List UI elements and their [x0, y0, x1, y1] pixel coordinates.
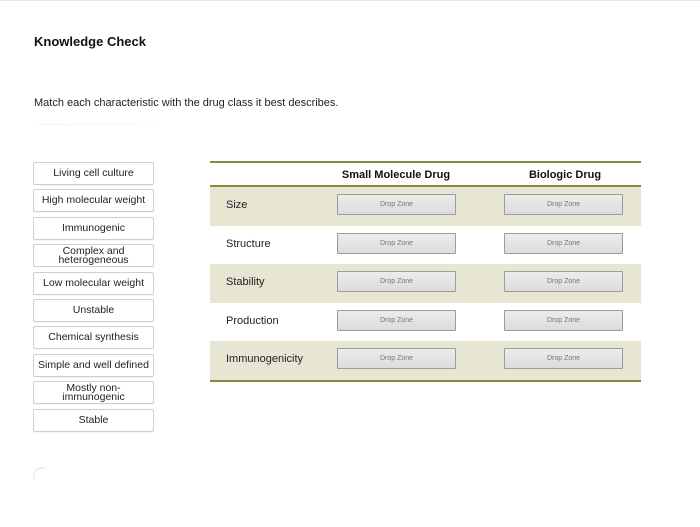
drag-item-low-molecular-weight[interactable]: Low molecular weight	[33, 272, 154, 295]
table-row-production	[210, 303, 641, 342]
drop-zone-stability-biologic[interactable]: Drop Zone	[504, 271, 623, 292]
table-row-size	[210, 187, 641, 226]
loading-arc-icon	[33, 467, 45, 479]
top-divider	[0, 0, 700, 1]
drop-zone-production-small-molecule[interactable]: Drop Zone	[337, 310, 456, 331]
instructions-text: Match each characteristic with the drug class it best describes.	[34, 97, 339, 109]
matching-table	[210, 161, 641, 382]
drag-item-unstable[interactable]: Unstable	[33, 299, 154, 322]
table-row-stability	[210, 264, 641, 303]
drag-item-high-molecular-weight[interactable]: High molecular weight	[33, 189, 154, 212]
table-row-immunogenicity	[210, 341, 641, 380]
table-header	[210, 163, 641, 187]
drag-item-living-cell-culture[interactable]: Living cell culture	[33, 162, 154, 185]
drag-item-stable[interactable]: Stable	[33, 409, 154, 432]
drag-item-mostly-non-immunogenic[interactable]: Mostly non-immunogenic	[33, 381, 154, 404]
draggable-items-list	[33, 162, 154, 436]
drag-item-complex-and-heterogeneous[interactable]: Complex and heterogeneous	[33, 244, 154, 267]
drag-item-chemical-synthesis[interactable]: Chemical synthesis	[33, 326, 154, 349]
column-header-biologic-drug: Biologic Drug	[528, 169, 602, 181]
table-row-structure	[210, 226, 641, 265]
column-header-small-molecule-drug: Small Molecule Drug	[341, 169, 451, 181]
page-title: Knowledge Check	[34, 34, 146, 49]
row-label-production: Production	[226, 314, 279, 327]
drag-item-immunogenic[interactable]: Immunogenic	[33, 217, 154, 240]
row-label-immunogenicity: Immunogenicity	[226, 353, 304, 366]
drop-zone-structure-biologic[interactable]: Drop Zone	[504, 233, 623, 254]
drop-zone-production-biologic[interactable]: Drop Zone	[504, 310, 623, 331]
decorative-divider	[36, 124, 156, 125]
row-label-stability: Stability	[226, 276, 265, 289]
drop-zone-size-small-molecule[interactable]: Drop Zone	[337, 194, 456, 215]
drag-item-simple-and-well-defined[interactable]: Simple and well defined	[33, 354, 154, 377]
row-label-size: Size	[226, 199, 248, 211]
drop-zone-immunogenicity-biologic[interactable]: Drop Zone	[504, 348, 623, 369]
row-label-structure: Structure	[226, 237, 271, 250]
drop-zone-structure-small-molecule[interactable]: Drop Zone	[337, 233, 456, 254]
drop-zone-immunogenicity-small-molecule[interactable]: Drop Zone	[337, 348, 456, 369]
drop-zone-size-biologic[interactable]: Drop Zone	[504, 194, 623, 215]
drop-zone-stability-small-molecule[interactable]: Drop Zone	[337, 271, 456, 292]
